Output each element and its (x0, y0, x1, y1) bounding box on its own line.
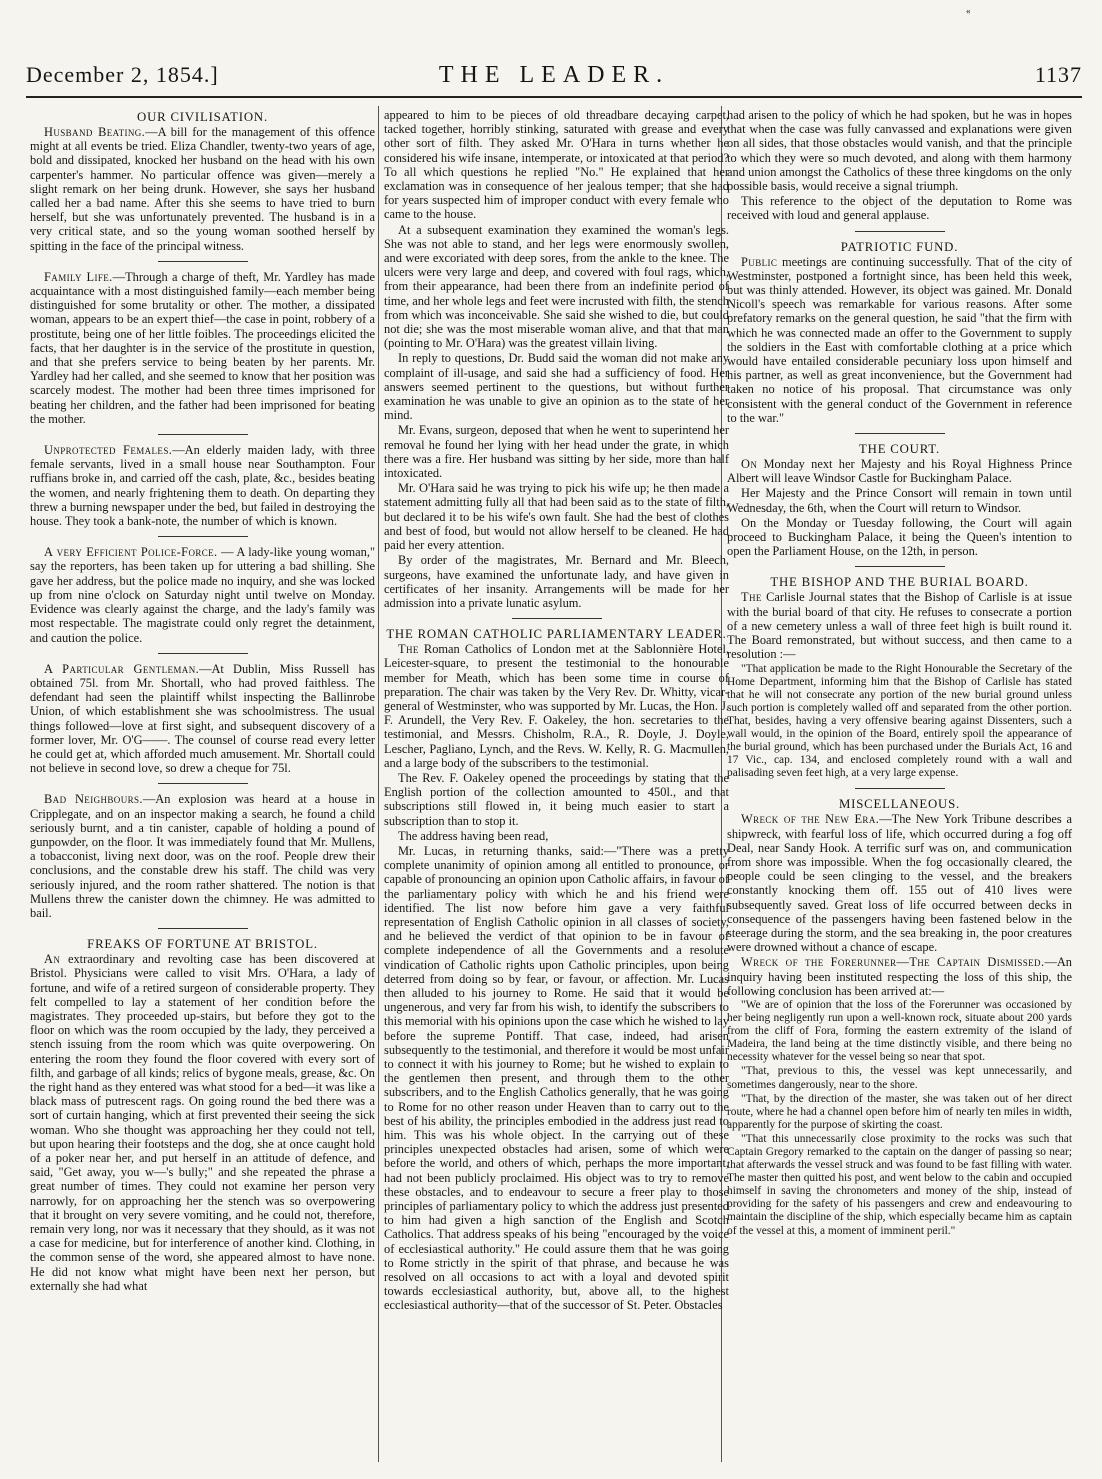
column-3 (727, 108, 1072, 1463)
section-title: MISCELLANEOUS. (838, 797, 961, 812)
separator (158, 783, 248, 784)
paragraph: The Carlisle Journal states that the Bishop of Carlisle is at issue with the burial board of that city. He refuses to consecrate a portion of a new cemetery unless a wall of three feet high is built round it. The Board remonstrated, but without success, and then came to a resolution :— (727, 590, 1072, 662)
paragraph: Her Majesty and the Prince Consort will remain in town until Wednesday, the 6th, when the Court will return to Windsor. (727, 486, 1072, 515)
paragraph-lead: An (44, 952, 61, 967)
separator (158, 653, 248, 654)
paragraph: Mr. O'Hara said he was trying to pick his wife up; he then made a statement admitting fully all that had been said as to the state of filth, but declared it to be his wife's own fault. She had the best of clothes and best of food, but would not allow herself to be cleaned. He had paid her every attention. (384, 481, 729, 553)
paragraph-lead: On (741, 457, 758, 472)
paragraph: On Monday next her Majesty and his Royal Highness Prince Albert will leave Windsor Castle for Buckingham Palace. (727, 457, 1072, 486)
separator (158, 928, 248, 929)
separator (855, 433, 945, 434)
quoted-finding: "That, by the direction of the master, she was taken out of her direct route, where he had a channel open before him of nearly ten miles in width, apparently for the purpose of skirting the coast. (727, 1092, 1072, 1131)
paragraph: This reference to the object of the deputation to Rome was received with loud and general applause. (727, 194, 1072, 223)
paragraph: At a subsequent examination they examined the woman's legs. She was not able to stand, and her legs were enormously swollen, and were excoriated with deep sores, from the ankle to the knee. The ulcers were very large and deep, and covered with foul rags, which, from their appearance, had been there from an indefinite period of time, and her whole legs and feet were incrusted with filth, the stench from which was inconceivable. She said she wished to die, but could not die; she was the most miserable woman alive, and that that man (pointing to Mr. O'Hara) was the greatest villain living. (384, 222, 729, 351)
paragraph-lead: Bad Neighbours. (44, 792, 143, 807)
paragraph: By order of the magistrates, Mr. Bernard and Mr. Bleech, surgeons, have examined the unfortunate lady, and have given in certificates of her insanity. Arrangements will be made for her admission into a private lunatic asylum. (384, 553, 729, 610)
corner-mark: « (966, 6, 971, 16)
paragraph: A very Efficient Police-Force. — A lady-like young woman," say the reporters, has been taken up for uttering a bad shilling. She gave her address, but the police made no inquiry, and she was locked up from nine o'clock on Saturday night until twelve on Monday. Evidence was clearly against the charge, and the lady's family was most respectable. The magistrate could only regret the detainment, and caution the police. (30, 545, 375, 645)
separator (855, 788, 945, 789)
paragraph: had arisen to the policy of which he had spoken, but he was in hopes that when the case was fully canvassed and explanations were given on all sides, that those obstacles would vanish, and that the principle to which they were so much devoted, and along with them harmony and union amongst the Catholics of these three kingdoms on the only possible basis, would receive a signal triumph. (727, 108, 1072, 194)
paragraph-lead: A very Efficient Police-Force. (44, 545, 218, 560)
paragraph: An extraordinary and revolting case has been discovered at Bristol. Physicians were called to visit Mrs. O'Hara, a lady of fortune, and wife of a retired surgeon of considerable property. They felt compelled to lay a statement of her condition before the magistrates. They proceeded up-stairs, but before they got to the floor on which was the room occupied by the lady, they perceived a stench issuing from the room which was quite overpowering. On entering the room they found the floor covered with every sort of filth, and garbage of all kinds; relics of bygone meals, grease, &c. On the right hand as they entered was what stood for a bed—it was like a black mass of putrescent rags. On going round the bed there was a sort of curtain hanging, which at first prevented their seeing the sick woman. Who she thought was approaching her they could not tell, but upon hearing their footsteps and the dog, she at once caught hold of a poker near her, and put herself in an attitude of defence, and said, "Get away, you w—'s bully;" and she repeated the phrase a great number of times. They could not examine her person very narrowly, for on approaching her the stench was so overpowering that it brought on very severe vomiting, and he could not, therefore, remain very long, nor was it necessary that they should, as it was not a case for medicine, but for interference of another kind. Clothing, in the common sense of the word, she appeared almost to have none. He did not know what might have been next her person, but externally she had what (30, 952, 375, 1293)
header-rule (26, 96, 1082, 98)
paragraph: The Rev. F. Oakeley opened the proceedings by stating that the English portion of the collection amounted to 450l., and that subscriptions still flowed in, it being much easier to start a subscription than to stop it. (384, 770, 729, 828)
column-2 (384, 108, 729, 1463)
separator (512, 618, 602, 619)
paragraph: The address having been read, (398, 828, 549, 843)
paragraph: Public meetings are continuing successfully. That of the city of Westminster, postponed a fortnight since, has been held this week, but was thinly attended. However, its object was gained. Mr. Donald Nicoll's speech was remarkable for various reasons. After some prefatory remarks on the general question, he said "that the firm with which he was connected made an offer to the Government to supply the soldiers in the East with comfortable clothing at a price which would have entailed considerable pecuniary loss upon himself and his partner, as well as great inconvenience, but the Government had taken no notice of his proposal. That circumstance was only consistent with the general conduct of the Government in reference to the war." (727, 254, 1072, 425)
separator (158, 434, 248, 435)
section-title: THE ROMAN CATHOLIC PARLIAMENTARY LEADER. (386, 627, 727, 642)
paragraph: Family Life.—Through a charge of theft, Mr. Yardley has made acquaintance with a most distinguished family—each member being distinguished for some brutality or other. The mother, a dissipated woman, appears to be an expert thief—the case in point, robbery of a prostitute, being one of her little foibles. The proceedings elicited the facts, that her daughter is in the service of the prostitute in question, and that she prefers service to being beaten by her parents. Mr. Yardley had her called, and she seemed to know that her position was scarcely modest. The mother had been three times imprisoned for beating her children, and the father had been imprisoned for beating the mother. (30, 269, 375, 426)
paragraph-lead: The (398, 642, 419, 657)
paragraph: Wreck of the Forerunner—The Captain Dismissed.—An inquiry having been instituted respecting the loss of this ship, the following conclusion has been arrived at:— (727, 955, 1072, 998)
paragraph: appeared to him to be pieces of old threadbare decaying carpet, tacked together, horribly stinking, saturated with grease and every other sort of filth. They asked Mr. O'Hara in turns whether he considered his wife insane, intemperate, or intoxicated at that period? To all which questions he replied "No." He explained that her exclamation was in consequence of her jealous temper; that she had for years suspected him of improper conduct with every female who came to the house. (384, 108, 729, 222)
paragraph: Bad Neighbours.—An explosion was heard at a house in Cripplegate, and on an inspector making a search, he found a child seriously burnt, and a tin canister, capable of holding a pound of gunpowder, on the floor. It was immediately found that Mr. Mullens, a tobacconist, living next door, was on the roof. People drew their conclusions, and the constable drew his staff. The child was very seriously injured, and the room rather shattered. The notion is that Mullens threw the canister down the chimney. He was admitted to bail. (30, 792, 375, 920)
quoted-finding: "That this unnecessarily close proximity to the rocks was such that Captain Gregory remarked to the captain on the danger of passing so near; that afterwards the vessel struck and was found to be fast filling with water. The master then quitted his post, and went below to the cabin and occupied himself in saving the chronometers and money of the ship, instead of providing for the safety of his passengers and crew and endeavouring to maintain the discipline of the ship, which especially became him as captain of the vessel at this, a moment of imminent peril." (727, 1132, 1072, 1237)
paragraph: Mr. Lucas, in returning thanks, said:—"There was a pretty complete unanimity of opinion among all entitled to pronounce, or capable of pronouncing an opinion upon Catholic affairs, in favour of the parliamentary policy with which he and his friend were identified. The list now before him gave a very faithful representation of English Catholic opinion in all classes of society, and he believed the verdict of that opinion to be in favour of complete independence of all the Governments and a resolute vindication of Catholic rights upon Catholic principles, upon being deterred from doing so by fear, or favour, or affection. Mr. Lucas then alluded to his journey to Rome. He said that it would be ungenerous, and very far from his wish, to identify the subscribers to this memorial with his opinions upon the case which he wished to lay before the supreme Pontiff. That case, indeed, had arisen subsequently to the testimonial, and therefore it would be most unfair to connect it with his journey to Rome; but he wished to explain to the gentlemen then present, and through them to the other subscribers, and to the English Catholics generally, that he was going to Rome for no other reason under Heaven than to carry out to the best of his ability, the principles embodied in the address just read to him. This was his whole object. In the carrying out of these principles unexpected obstacles had arisen, some of which were before the world, and others of which, perhaps the more important, had not been publicly proclaimed. His object was to try to remove these obstacles, and to endeavour to secure a freer play to those principles of parliamentary policy to which the address just presented to him had given a high sanction of the English and Scotch Catholics. That address speaks of his being "encouraged by the voice of ecclesiastical authority." He could assure them that he was going to Rome strictly in the spirit of that phrase, and because he was resolved on all occasions to act with a loyal and devoted spirit towards ecclesiastical authority, but, above all, to the highest ecclesiastical authority—that of the successor of St. Peter. Obstacles (384, 843, 729, 1313)
page-number: 1137 (1034, 62, 1082, 87)
paragraph: Unprotected Females.—An elderly maiden lady, with three female servants, lived in a small house near Southampton. Four ruffians broke in, and carried off the cash, plate, &c., besides beating the women, and nearly frightening them to death. On departing they threw a burning newspaper under the bed, but failed in destroying the house. They took a bank-note, the number of which is known. (30, 443, 375, 529)
paragraph: The Roman Catholics of London met at the Sablonnière Hotel, Leicester-square, to present the testimonial to the honourable member for Meath, which has been some time in course of preparation. The chair was taken by the Very Rev. Dr. Whitty, vicar-general of Westminster, who was supported by Mr. Lucas, the Hon. J. F. Arundell, the Very Rev. F. Oakeley, the hon. secretaries to the testimonial, and Messrs. Chisholm, R.A., R. Doyle, J. Doyle, Lescher, Pagliano, Lynch, and the Revs. W. Kelly, R. G. Macmullen, and a large body of the subscribers to the testimonial. (384, 642, 729, 770)
page-header (26, 62, 1082, 98)
paragraph-lead: A Particular Gentleman. (44, 661, 200, 676)
paragraph: Mr. Evans, surgeon, deposed that when he went to superintend her removal he found her lying with her head under the grate, in which there was a fire. Her husband was sitting by her side, more than half intoxicated. (384, 423, 729, 481)
quoted-resolution: "That application be made to the Right Honourable the Secretary of the Home Department, informing him that the Bishop of Carlisle has stated that he will not consecrate any portion of the new burial ground unless such portion is completely walled off and separated from the other portion. That, besides, having a very offensive bearing against Dissenters, such a wall would, in the opinion of the Board, entirely spoil the appearance of the burial ground, which has been purchased under the Burials Act, 16 and 17 Vic., cap. 134, and enclosed completely round with a wall and palisading seven feet high, at a very large expense. (727, 662, 1072, 780)
masthead-title: THE LEADER. (438, 62, 670, 88)
quoted-finding: "We are of opinion that the loss of the Forerunner was occasioned by her being negligently run upon a well-known rock, situate about 200 yards from the cliff of Fora, forming the eastern extremity of the island of Madeira, the land being at the time distinctly visible, and there being no necessity whatever for the vessel being so near that spot. (727, 998, 1072, 1064)
section-title: THE COURT. (859, 442, 940, 457)
paragraph: Wreck of the New Era.—The New York Tribune describes a shipwreck, with fearful loss of life, which occurred during a fog off Deal, near Sandy Hook. A terrific surf was on, and communication from shore was impossible. When the fog occasionally cleared, the people could be seen clinging to the vessel, and the breakers constantly knocking them off. 155 out of 410 lives were subsequently saved. Great loss of life occurred between decks in consequence of the passengers having been fastened below in the steerage during the storm, and the sea breaking in, the poor creatures were drowned without a chance of escape. (727, 812, 1072, 955)
separator (855, 566, 945, 567)
issue-date: December 2, 1854.] (26, 62, 219, 87)
section-title: OUR CIVILISATION. (137, 110, 268, 124)
paragraph: On the Monday or Tuesday following, the Court will again proceed to Buckingham Palace, it being the Queen's intention to open the Parliament House, on the 12th, in person. (727, 515, 1072, 559)
paragraph-lead: Public (741, 254, 778, 269)
paragraph-lead: Wreck of the Forerunner—The Captain Dismissed. (741, 955, 1045, 970)
section-title: FREAKS OF FORTUNE AT BRISTOL. (87, 937, 318, 952)
paragraph-lead: The (741, 590, 762, 605)
separator (158, 536, 248, 537)
paragraph: A Particular Gentleman.—At Dublin, Miss Russell has obtained 75l. from Mr. Shortall, who had proved faithless. The defendant had seen the plaintiff whilst inspecting the Ballinrobe Union, of which establishment she was schoolmistress. The usual things followed—love at first sight, and subsequent discovery of a former lover, Mr. O'G——. The counsel of course read every letter he could get at, which afforded much amusement. Mr. Shortall could not believe in second love, so drew a cheque for 75l. (30, 661, 375, 776)
paragraph-lead: Unprotected Females. (44, 443, 173, 458)
section-title: THE BISHOP AND THE BURIAL BOARD. (770, 575, 1029, 590)
paragraph-lead: Husband Beating. (44, 125, 146, 139)
separator (855, 231, 945, 232)
section-title: PATRIOTIC FUND. (840, 239, 959, 254)
paragraph-lead: Family Life. (44, 269, 113, 284)
column-divider (378, 106, 379, 1462)
quoted-finding: "That, previous to this, the vessel was kept unnecessarily, and sometimes dangerously, near to the shore. (727, 1065, 1072, 1091)
separator (158, 261, 248, 262)
paragraph: Husband Beating.—A bill for the management of this offence might at all events be tried. Eliza Chandler, twenty-two years of age, bold and dissipated, knocked her husband on the head with his own carpenter's hammer. No particular offence was given—merely a slight remark on her being drunk. However, she says her husband called her a bad name. After this she seems to have tried to burn herself, but she was unfortunately prevented. The husband is in a very critical state, and so the young woman soothed herself by spitting in the face of the principal witness. (30, 125, 375, 253)
paragraph-lead: Wreck of the New Era. (741, 812, 880, 827)
paragraph: In reply to questions, Dr. Budd said the woman did not make any complaint of ill-usage, and said she had a sufficiency of food. Her answers seemed pertinent to the questions, but without further examination he was unable to give an opinion as to the state of her mind. (384, 351, 729, 423)
column-1 (30, 108, 375, 1463)
